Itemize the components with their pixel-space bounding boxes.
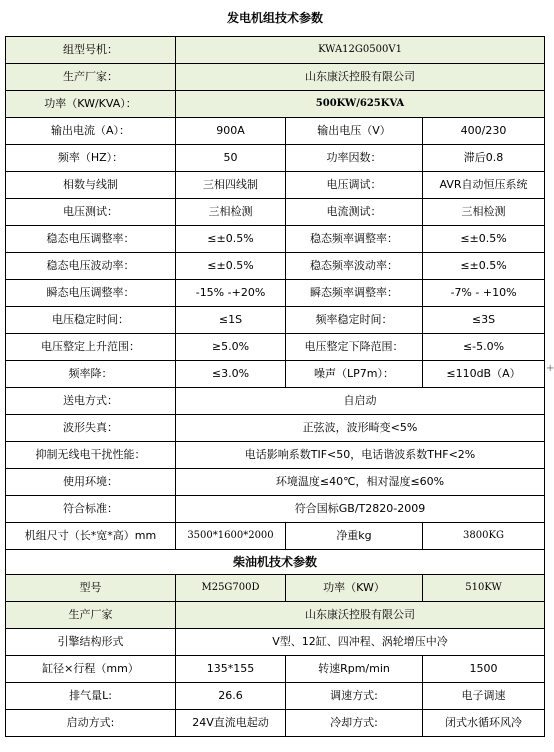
- param-label: 符合标准：: [6, 496, 176, 523]
- param-value: 400/230: [423, 118, 545, 145]
- param-label: 使用环境：: [6, 469, 176, 496]
- param-label: 瞬态电压调整率：: [6, 280, 176, 307]
- param-value: 900A: [176, 118, 286, 145]
- param-label: 频率（HZ）：: [6, 145, 176, 172]
- param-value: 1500: [423, 656, 545, 683]
- param-value: ≤±0.5%: [176, 226, 286, 253]
- maker-value: 山东康沃控股有限公司: [176, 64, 545, 91]
- param-value: ≤3S: [423, 307, 545, 334]
- param-label: 电压调试：: [286, 172, 423, 199]
- diesel-maker-row: [6, 602, 545, 629]
- weight-value: 3800KG: [423, 523, 545, 550]
- unit-size-row: [6, 523, 545, 550]
- param-label: 送电方式：: [6, 388, 176, 415]
- param-label: 电压整定下降范围：: [286, 334, 423, 361]
- param-value: AVR自动恒压系统: [423, 172, 545, 199]
- param-label: 缸径×行程（mm）: [6, 656, 176, 683]
- diesel-model-value: M25G700D: [176, 575, 286, 602]
- param-value: 24V直流电起动: [176, 710, 286, 737]
- param-value: 正弦波，波形畸变<5%: [176, 415, 545, 442]
- diesel-param-row: [6, 710, 545, 737]
- generator-param-row: [6, 361, 545, 388]
- param-value: 自启动: [176, 388, 545, 415]
- param-label: 稳态电压波动率：: [6, 253, 176, 280]
- param-label: 启动方式:: [6, 710, 176, 737]
- size-value: 3500*1600*2000: [176, 523, 286, 550]
- param-label: 抑制无线电干扰性能：: [6, 442, 176, 469]
- param-label: 频率降：: [6, 361, 176, 388]
- structure-value: V型、12缸、四冲程、涡轮增压中冷: [176, 629, 545, 656]
- generator-param-row: [6, 280, 545, 307]
- param-label: 排气量L:: [6, 683, 176, 710]
- param-value: 闭式水循环风冷: [423, 710, 545, 737]
- model-label: 组型号机：: [6, 37, 176, 64]
- generator-param-row: [6, 253, 545, 280]
- param-label: 稳态频率波动率：: [286, 253, 423, 280]
- param-value: ≤110dB（A）: [423, 361, 545, 388]
- diesel-param-row: [6, 683, 545, 710]
- generator-param-row: [6, 388, 545, 415]
- param-label: 功率因数：: [286, 145, 423, 172]
- param-value: ≥5.0%: [176, 334, 286, 361]
- spec-table: [5, 0, 545, 737]
- structure-label: 引擎结构形式: [6, 629, 176, 656]
- param-value: -7% - +10%: [423, 280, 545, 307]
- param-value: 符合国标GB/T2820-2009: [176, 496, 545, 523]
- model-value: KWA12G0500V1: [176, 37, 545, 64]
- weight-label: 净重kg: [286, 523, 423, 550]
- diesel-structure-row: [6, 629, 545, 656]
- param-value: ≤-5.0%: [423, 334, 545, 361]
- param-value: ≤±0.5%: [423, 226, 545, 253]
- param-value: 26.6: [176, 683, 286, 710]
- param-label: 电压整定上升范围：: [6, 334, 176, 361]
- param-value: 50: [176, 145, 286, 172]
- param-value: 环境温度≤40℃，相对湿度≤60%: [176, 469, 545, 496]
- generator-param-row: [6, 145, 545, 172]
- param-value: 电话影响系数TIF<50，电话谐波系数THF<2%: [176, 442, 545, 469]
- param-value: 三相检测: [176, 199, 286, 226]
- generator-param-row: [6, 442, 545, 469]
- param-value: ≤±0.5%: [176, 253, 286, 280]
- param-value: ≤±0.5%: [423, 253, 545, 280]
- generator-param-row: [6, 172, 545, 199]
- generator-param-row: [6, 415, 545, 442]
- diesel-section-title: 柴油机技术参数: [6, 550, 545, 575]
- diesel-param-row: [6, 656, 545, 683]
- generator-param-row: [6, 334, 545, 361]
- param-label: 电压测试：: [6, 199, 176, 226]
- param-label: 波形失真：: [6, 415, 176, 442]
- param-label: 调速方式:: [286, 683, 423, 710]
- param-value: 三相四线制: [176, 172, 286, 199]
- param-value: 电子调速: [423, 683, 545, 710]
- generator-param-row: [6, 226, 545, 253]
- generator-section-title: 发电机组技术参数: [227, 11, 324, 25]
- param-label: 输出电流（A）：: [6, 118, 176, 145]
- diesel-maker-value: 山东康沃控股有限公司: [176, 602, 545, 629]
- generator-param-row: [6, 496, 545, 523]
- generator-param-row: [6, 199, 545, 226]
- param-label: 噪声（LP7m）：: [286, 361, 423, 388]
- param-label: 输出电压（V）: [286, 118, 423, 145]
- param-label: 冷却方式:: [286, 710, 423, 737]
- power-value: 500KW/625KVA: [176, 91, 545, 118]
- power-label: 功率（KW/KVA）：: [6, 91, 176, 118]
- param-value: -15% -+20%: [176, 280, 286, 307]
- maker-label: 生产厂家：: [6, 64, 176, 91]
- param-label: 瞬态频率调整率：: [286, 280, 423, 307]
- param-label: 转速Rpm/min: [286, 656, 423, 683]
- param-value: 滞后0.8: [423, 145, 545, 172]
- generator-param-row: [6, 469, 545, 496]
- param-label: 稳态电压调整率：: [6, 226, 176, 253]
- diesel-title-row: [6, 550, 545, 575]
- param-value: 135*155: [176, 656, 286, 683]
- diesel-model-row: [6, 575, 545, 602]
- param-label: 稳态频率调整率：: [286, 226, 423, 253]
- diesel-power-value: 510KW: [423, 575, 545, 602]
- generator-param-row: [6, 118, 545, 145]
- param-label: 电压稳定时间：: [6, 307, 176, 334]
- param-label: 电流测试：: [286, 199, 423, 226]
- diesel-maker-label: 生产厂家: [6, 602, 176, 629]
- param-label: 相数与线制: [6, 172, 176, 199]
- param-value: 三相检测: [423, 199, 545, 226]
- param-label: 频率稳定时间：: [286, 307, 423, 334]
- diesel-power-label: 功率（KW）: [286, 575, 423, 602]
- generator-param-row: [6, 307, 545, 334]
- param-value: ≤1S: [176, 307, 286, 334]
- param-value: ≤3.0%: [176, 361, 286, 388]
- diesel-model-label: 型号: [6, 575, 176, 602]
- cursor-crosshair-icon: +: [546, 363, 554, 374]
- spec-sheet: [5, 0, 544, 737]
- size-label: 机组尺寸（长*宽*高）mm: [6, 523, 176, 550]
